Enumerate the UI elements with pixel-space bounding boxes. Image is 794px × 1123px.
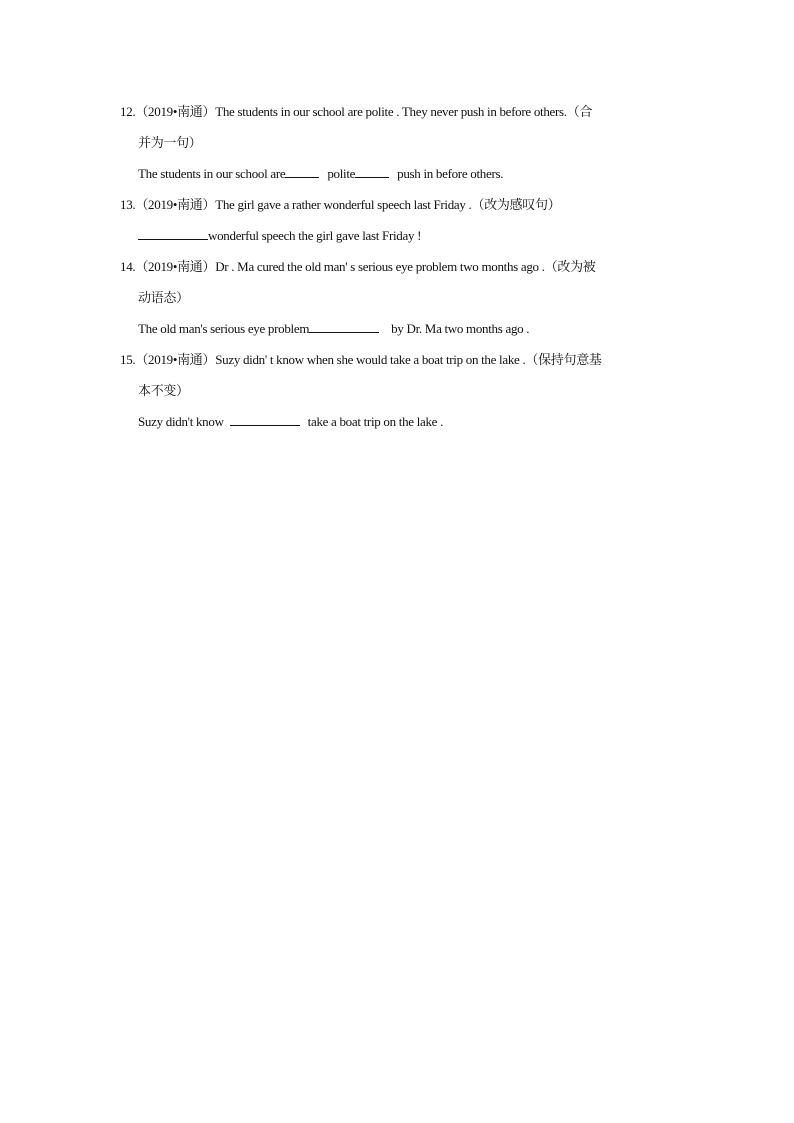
question-12-answer-line — [120, 164, 680, 195]
answer-text: polite — [327, 166, 356, 181]
answer-text: take a boat trip on the lake . — [307, 414, 444, 429]
question-13-stem-line: 13.（2019•南通）The girl gave a rather wonderful speech last Friday .（改为感叹句） — [120, 197, 561, 212]
question-stem: The girl gave a rather wonderful speech last Friday . — [215, 197, 472, 212]
question-source: （2019•南通） — [135, 197, 216, 212]
question-instruction: （合 — [566, 104, 593, 119]
question-stem: Dr . Ma cured the old man' s serious eye problem two months ago . — [215, 259, 545, 274]
question-stem: The students in our school are polite . They never push in before others. — [215, 104, 567, 119]
question-13-answer-line — [120, 226, 680, 257]
question-source: （2019•南通） — [135, 259, 216, 274]
question-14-answer-line — [120, 319, 680, 350]
question-14-instruction-line — [120, 288, 680, 319]
answer-text: by Dr. Ma two months ago . — [391, 321, 530, 336]
question-15-answer-line — [120, 412, 680, 443]
question-instruction-cont: 并为一句） — [138, 135, 202, 150]
question-source: （2019•南通） — [135, 352, 216, 367]
question-number: 14 — [120, 259, 133, 274]
question-12 — [120, 102, 680, 195]
question-source: （2019•南通） — [135, 104, 216, 119]
question-instruction: （改为被 — [544, 259, 596, 274]
answer-text: The students in our school are — [138, 166, 286, 181]
question-number: 12 — [120, 104, 133, 119]
answer-blank[interactable] — [285, 164, 319, 178]
question-15-instruction-line — [120, 381, 680, 412]
answer-text: wonderful speech the girl gave last Friday ! — [208, 228, 422, 243]
question-12-stem-line: 12.（2019•南通）The students in our school are polite . They never push in before others.（合 — [120, 104, 593, 119]
question-12-instruction-line — [120, 133, 680, 164]
answer-blank[interactable] — [309, 319, 379, 333]
question-number: 15 — [120, 352, 133, 367]
answer-text: The old man's serious eye problem — [138, 321, 310, 336]
question-instruction-cont: 动语态） — [138, 290, 189, 305]
question-instruction-cont: 本不变） — [138, 383, 189, 398]
question-14-stem-line: 14.（2019•南通）Dr . Ma cured the old man' s serious eye problem two months ago .（改为被 — [120, 259, 596, 274]
answer-blank[interactable] — [230, 412, 300, 426]
question-15 — [120, 350, 680, 443]
question-stem: Suzy didn' t know when she would take a boat trip on the lake . — [215, 352, 526, 367]
question-13 — [120, 195, 680, 257]
answer-text: Suzy didn't know — [138, 414, 224, 429]
answer-blank[interactable] — [355, 164, 389, 178]
question-15-stem-line: 15.（2019•南通）Suzy didn' t know when she would take a boat trip on the lake .（保持句意基 — [120, 352, 602, 367]
question-14 — [120, 257, 680, 350]
answer-blank[interactable] — [138, 226, 208, 240]
question-number: 13 — [120, 197, 133, 212]
answer-text: push in before others. — [397, 166, 504, 181]
question-instruction: （保持句意基 — [525, 352, 602, 367]
question-instruction: （改为感叹句） — [471, 197, 561, 212]
